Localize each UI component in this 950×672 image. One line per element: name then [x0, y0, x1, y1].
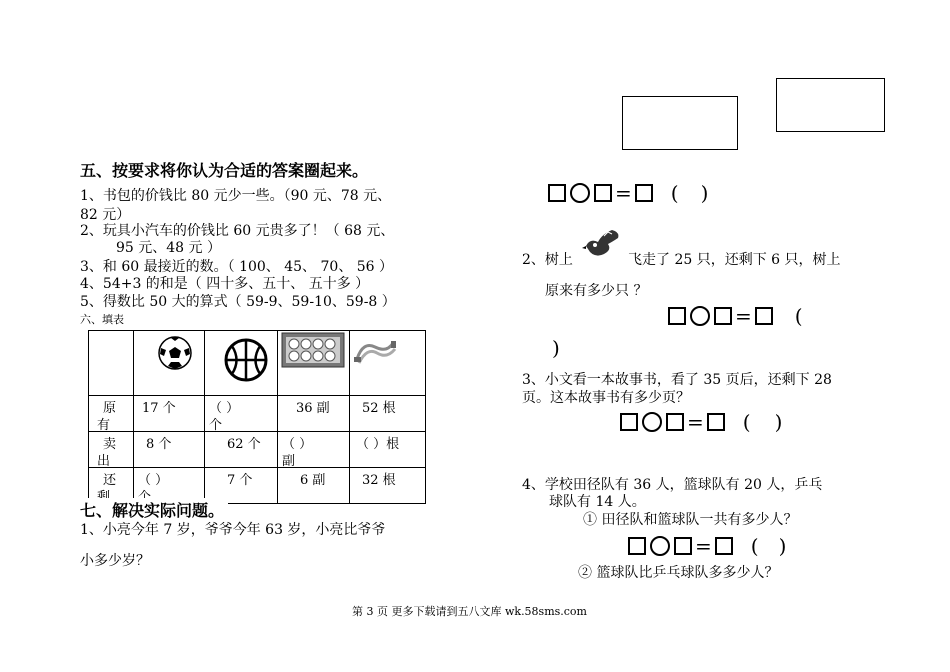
answer-box-2 — [776, 78, 885, 132]
paren-open: ( — [742, 410, 751, 434]
answer-box-1 — [622, 96, 738, 150]
paren-close: ) — [778, 534, 787, 558]
paren-close: ) — [700, 181, 709, 205]
table-cell: （ ） — [209, 401, 240, 416]
table-cell: 36 副 — [296, 401, 330, 416]
answer-square[interactable] — [755, 307, 773, 325]
paren-close: ) — [552, 336, 560, 360]
table-cell: 62 个 — [227, 437, 261, 452]
table-cell: 个 — [209, 418, 223, 433]
paren-open: ( — [794, 304, 803, 328]
row-label: 卖 — [103, 437, 117, 452]
answer-square[interactable] — [707, 413, 725, 431]
s5-q5: 5、得数比 50 大的算式（ 59-9、59-10、59-8 ） — [80, 294, 396, 310]
answer-square[interactable] — [594, 184, 612, 202]
answer-square[interactable] — [635, 184, 653, 202]
table-cell: 32 根 — [362, 473, 396, 488]
table-cell: （ ）根 — [356, 437, 400, 452]
operator-circle[interactable] — [690, 306, 710, 326]
table-cell: （ ） — [282, 437, 313, 452]
s5-q1-line2: 82 元） — [80, 207, 131, 223]
answer-square[interactable] — [674, 537, 692, 555]
table-cell: 17 个 — [142, 401, 176, 416]
soccer-ball-icon — [156, 334, 194, 372]
paren-close: ) — [774, 410, 783, 434]
equation-template-2 — [668, 304, 803, 328]
r-q4-sub2: ② 篮球队比乒乓球队多多少人？ — [578, 565, 779, 581]
r-q4-line2: 球队有 14 人。 — [549, 494, 646, 510]
section6-title: 六、填表 — [80, 313, 124, 326]
paren-open: ( — [750, 534, 759, 558]
jump-rope-icon — [353, 337, 397, 367]
answer-square[interactable] — [666, 413, 684, 431]
row-label: 出 — [97, 454, 111, 469]
r-q2-line2: 原来有多少只 ？ — [545, 283, 648, 299]
table-cell: 6 副 — [300, 473, 326, 488]
answer-square[interactable] — [628, 537, 646, 555]
basketball-cell — [205, 331, 278, 396]
equals-sign: = — [695, 534, 712, 558]
answer-square[interactable] — [548, 184, 566, 202]
answer-square[interactable] — [715, 537, 733, 555]
table-row — [89, 432, 426, 468]
row-label: 有 — [97, 418, 111, 433]
s5-q3: 3、和 60 最接近的数。（ 100、 45、 70、 56 ） — [80, 259, 394, 275]
bird-icon — [582, 228, 622, 260]
s7-q1-line2: 小多少岁？ — [80, 553, 150, 569]
fill-table — [88, 330, 426, 504]
r-q2-suffix: 飞走了 25 只，还剩下 6 只，树上 — [628, 252, 841, 268]
row-label: 原 — [103, 401, 117, 416]
answer-square[interactable] — [620, 413, 638, 431]
pingpong-cell — [278, 331, 350, 396]
r-q3-line1: 3、小文看一本故事书，看了 35 页后，还剩下 28 — [522, 372, 832, 388]
equals-sign: = — [687, 410, 704, 434]
table-cell: 7 个 — [227, 473, 253, 488]
table-cell: 52 根 — [362, 401, 396, 416]
equation-template-3 — [620, 410, 782, 434]
section7-title: 七、解决实际问题。 — [80, 498, 228, 521]
r-q2-prefix: 2、树上 — [522, 252, 573, 268]
section5-title: 五、按要求将你认为合适的答案圈起来。 — [80, 161, 369, 180]
paren-open: ( — [670, 181, 679, 205]
r-q4-line1: 4、学校田径队有 36 人，篮球队有 20 人，乒乓 — [522, 477, 823, 493]
ping-pong-balls-icon — [280, 331, 346, 371]
page-footer: 第 3 页 更多下载请到五八文库 wk.58sms.com — [352, 605, 587, 618]
operator-circle[interactable] — [570, 183, 590, 203]
s5-q2-line2: 95 元、48 元 ） — [116, 240, 221, 256]
table-row — [89, 396, 426, 432]
answer-square[interactable] — [668, 307, 686, 325]
s7-q1-line1: 1、小亮今年 7 岁，爷爷今年 63 岁，小亮比爷爷 — [80, 522, 386, 538]
s5-q1-line1: 1、书包的价钱比 80 元少一些。（90 元、78 元、 — [80, 188, 392, 204]
operator-circle[interactable] — [642, 412, 662, 432]
basketball-icon — [223, 337, 269, 383]
row-label: 还 — [103, 473, 117, 488]
rope-cell — [350, 331, 426, 396]
table-cell: （ ） — [138, 473, 169, 488]
s5-q4: 4、54+3 的和是（ 四十多、五十、 五十多 ） — [80, 276, 370, 292]
equation-template-1 — [548, 181, 708, 205]
table-cell: 副 — [282, 454, 296, 469]
r-q3-line2: 页。这本故事书有多少页？ — [522, 390, 690, 406]
equation-template-4 — [628, 534, 786, 558]
soccer-cell — [134, 331, 205, 396]
answer-square[interactable] — [714, 307, 732, 325]
equals-sign: = — [735, 304, 752, 328]
table-cell: 8 个 — [146, 437, 172, 452]
s5-q2-line1: 2、玩具小汽车的价钱比 60 元贵多了！（ 68 元、 — [80, 223, 395, 239]
r-q4-sub1: ① 田径队和篮球队一共有多少人？ — [583, 512, 798, 528]
operator-circle[interactable] — [650, 536, 670, 556]
equals-sign: = — [615, 181, 632, 205]
table-corner-cell — [89, 331, 134, 396]
